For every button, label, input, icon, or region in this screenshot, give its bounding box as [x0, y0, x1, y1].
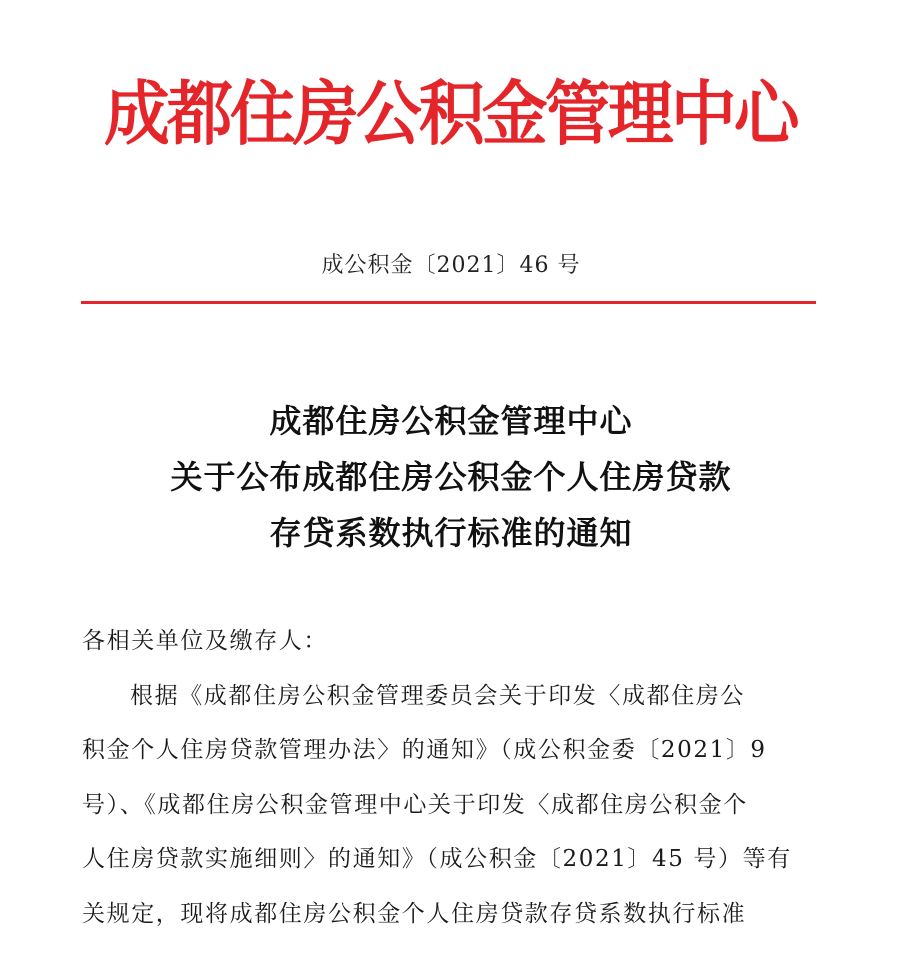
document-number: 成公积金〔2021〕46 号	[321, 253, 581, 278]
salutation: 各相关单位及缴存人：	[82, 628, 328, 654]
title-line-3: 存贷系数执行标准的通知	[269, 514, 633, 552]
paragraph-line-1: 根据《成都住房公积金管理委员会关于印发〈成都住房公	[130, 682, 745, 709]
document-title	[0, 393, 902, 561]
paragraph-line-3: 号）、《成都住房公积金管理中心关于印发〈成都住房公积金个	[82, 791, 748, 818]
red-separator-line	[81, 301, 816, 304]
paragraph-line-5: 关规定，现将成都住房公积金个人住房贷款存贷系数执行标准	[82, 900, 747, 927]
paragraph-line-2: 积金个人住房贷款管理办法〉的通知》（成公积金委〔2021〕9	[82, 737, 767, 764]
title-line-1: 成都住房公积金管理中心	[269, 402, 633, 440]
issuing-organization-header: 成都住房公积金管理中心	[103, 73, 797, 155]
title-line-2: 关于公布成都住房公积金个人住房贷款	[170, 458, 732, 496]
document-body	[82, 614, 822, 942]
paragraph-line-4: 人住房贷款实施细则〉的通知》（成公积金〔2021〕45 号）等有	[82, 846, 792, 873]
